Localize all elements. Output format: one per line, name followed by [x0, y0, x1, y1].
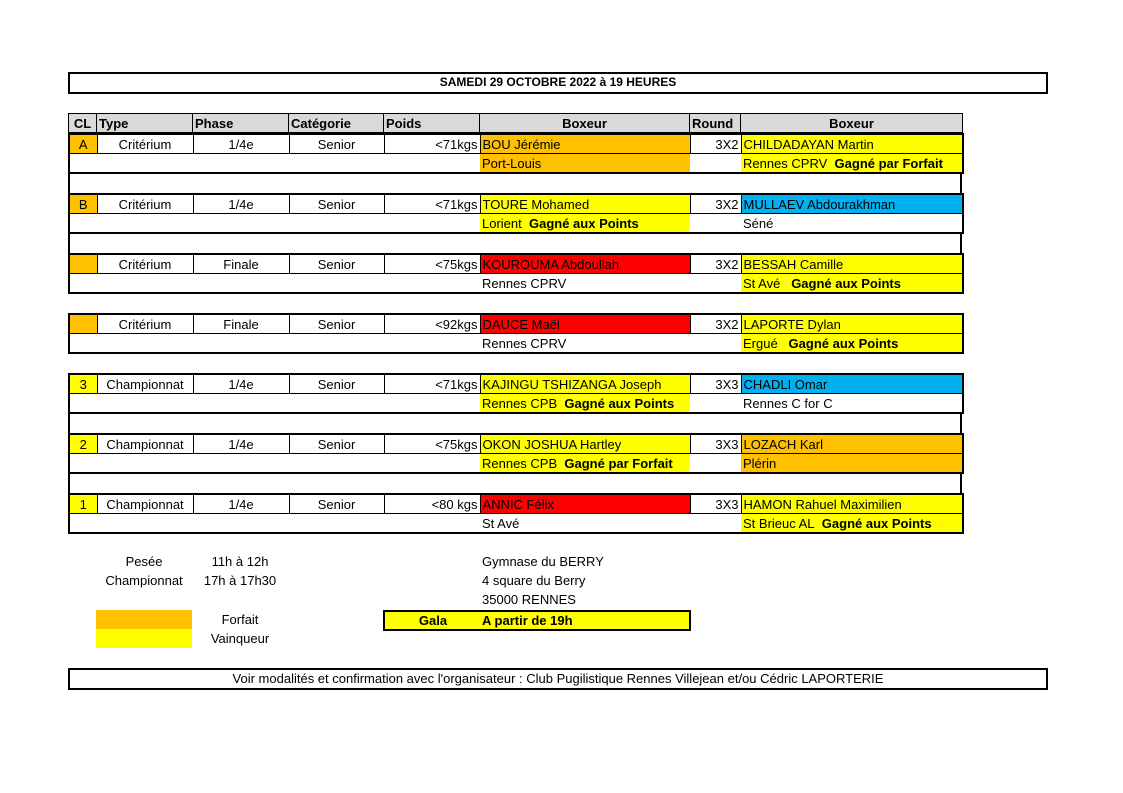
bout-categorie: Senior — [289, 494, 384, 514]
boxer-1-name: OKON JOSHUA Hartley — [480, 434, 690, 454]
organizer-note: Voir modalités et confirmation avec l'organisateur : Club Pugilistique Rennes Villejean et/ou Cédric LAPORTERIE — [68, 668, 1048, 690]
bout-type: Critérium — [97, 194, 193, 214]
bout-categorie: Senior — [289, 314, 384, 334]
bout-poids: <92kgs — [384, 314, 480, 334]
table-row — [69, 494, 963, 514]
bout-categorie: Senior — [289, 134, 384, 154]
table-row — [69, 214, 963, 234]
bout-type: Championnat — [97, 494, 193, 514]
boxer-1-name: TOURE Mohamed — [480, 194, 690, 214]
boxer-2-club: St Avé Gagné aux Points — [741, 274, 963, 294]
table-row — [69, 194, 963, 214]
bout-cl: B — [69, 194, 97, 214]
boxer-1-name: KAJINGU TSHIZANGA Joseph — [480, 374, 690, 394]
bout-block — [68, 313, 964, 354]
boxer-2-name: LOZACH Karl — [741, 434, 963, 454]
bout-round: 3X3 — [690, 434, 741, 454]
boxer-1-club: St Avé — [482, 515, 520, 531]
bout-categorie: Senior — [289, 374, 384, 394]
bout-poids: <71kgs — [384, 134, 480, 154]
boxer-2-name: BESSAH Camille — [741, 254, 963, 274]
bout-block — [68, 373, 964, 414]
boxer-2-club: Ergué Gagné aux Points — [741, 334, 963, 354]
header-phase: Phase — [193, 114, 289, 133]
table-row — [69, 434, 963, 454]
bout-phase: 1/4e — [193, 134, 289, 154]
bout-cl — [69, 254, 97, 274]
boxer-2-name: CHADLI Omar — [741, 374, 963, 394]
boxer-1-club: Rennes CPB Gagné par Forfait — [480, 454, 690, 474]
bout-type: Championnat — [97, 434, 193, 454]
legend-forfait-swatch — [96, 610, 192, 629]
bout-cl: 2 — [69, 434, 97, 454]
bout-cl: A — [69, 134, 97, 154]
spacer-row — [68, 233, 962, 253]
boxer-2-club: St Brieuc AL Gagné aux Points — [741, 514, 963, 534]
spacer-row — [68, 473, 962, 493]
spacer-row — [68, 173, 962, 193]
boxer-1-club: Lorient Gagné aux Points — [480, 214, 690, 234]
header-type: Type — [97, 114, 193, 133]
bout-cl: 1 — [69, 494, 97, 514]
bout-round: 3X2 — [690, 134, 741, 154]
bout-poids: <71kgs — [384, 194, 480, 214]
table-row — [69, 394, 963, 414]
table-row — [69, 334, 963, 354]
table-row — [69, 314, 963, 334]
header-poids: Poids — [384, 114, 480, 133]
championnat-time: 17h à 17h30 — [203, 573, 277, 588]
gala-time: A partir de 19h — [482, 613, 573, 628]
event-title: SAMEDI 29 OCTOBRE 2022 à 19 HEURES — [68, 72, 1048, 94]
bout-phase: 1/4e — [193, 434, 289, 454]
header-round: Round — [690, 114, 741, 133]
bout-block — [68, 193, 964, 234]
legend-vainqueur-swatch — [96, 629, 192, 648]
table-row — [69, 454, 963, 474]
header-boxeur-2: Boxeur — [741, 114, 963, 133]
pesee-time: 11h à 12h — [211, 554, 269, 569]
boxer-1-club: Rennes CPB Gagné aux Points — [480, 394, 690, 414]
legend-vainqueur-label: Vainqueur — [210, 631, 270, 646]
bout-phase: Finale — [193, 254, 289, 274]
boxer-2-name: LAPORTE Dylan — [741, 314, 963, 334]
bout-phase: Finale — [193, 314, 289, 334]
gala-box — [383, 610, 691, 631]
bout-poids: <80 kgs — [384, 494, 480, 514]
bout-round: 3X3 — [690, 374, 741, 394]
bout-poids: <75kgs — [384, 254, 480, 274]
boxer-2-club: Séné — [743, 215, 774, 231]
header-boxeur-1: Boxeur — [480, 114, 690, 133]
bout-categorie: Senior — [289, 194, 384, 214]
bout-round: 3X2 — [690, 194, 741, 214]
bout-round: 3X2 — [690, 254, 741, 274]
table-row — [69, 254, 963, 274]
bout-phase: 1/4e — [193, 494, 289, 514]
header-categorie: Catégorie — [289, 114, 384, 133]
boxer-2-club: Rennes CPRV Gagné par Forfait — [741, 154, 963, 174]
bout-type: Championnat — [97, 374, 193, 394]
boxer-1-club: Rennes CPRV — [482, 275, 567, 291]
boxer-1-name: BOU Jérémie — [480, 134, 690, 154]
table-row — [69, 514, 963, 534]
bout-block — [68, 493, 964, 534]
legend-forfait-label: Forfait — [221, 612, 259, 627]
header-cl: CL — [69, 114, 97, 133]
bout-categorie: Senior — [289, 254, 384, 274]
spacer-row — [68, 413, 962, 433]
boxer-2-name: HAMON Rahuel Maximilien — [741, 494, 963, 514]
boxer-1-name: ANNIC Félix — [480, 494, 690, 514]
bout-phase: 1/4e — [193, 194, 289, 214]
venue-line-1: Gymnase du BERRY — [482, 554, 604, 569]
gala-label: Gala — [418, 613, 448, 628]
bout-block — [68, 433, 964, 474]
boxer-1-name: DAUCE Maël — [480, 314, 690, 334]
bout-round: 3X2 — [690, 314, 741, 334]
boxer-2-club: Rennes C for C — [743, 395, 833, 411]
table-header — [68, 113, 963, 133]
bout-poids: <71kgs — [384, 374, 480, 394]
bout-poids: <75kgs — [384, 434, 480, 454]
venue-line-2: 4 square du Berry — [482, 573, 586, 588]
venue-line-3: 35000 RENNES — [482, 592, 576, 607]
table-row — [69, 374, 963, 394]
boxer-2-club: Plérin — [741, 454, 963, 474]
boxer-1-club: Rennes CPRV — [482, 335, 567, 351]
table-row — [69, 134, 963, 154]
bout-block — [68, 133, 964, 174]
bout-type: Critérium — [97, 314, 193, 334]
championnat-label: Championnat — [105, 573, 183, 588]
bout-cl — [69, 314, 97, 334]
boxer-1-name: KOUROUMA Abdoullah — [480, 254, 690, 274]
table-row — [69, 154, 963, 174]
bout-phase: 1/4e — [193, 374, 289, 394]
boxer-2-name: CHILDADAYAN Martin — [741, 134, 963, 154]
table-row — [69, 274, 963, 294]
pesee-label: Pesée — [125, 554, 163, 569]
bout-block — [68, 253, 964, 294]
bout-type: Critérium — [97, 134, 193, 154]
bout-cl: 3 — [69, 374, 97, 394]
bout-type: Critérium — [97, 254, 193, 274]
bout-categorie: Senior — [289, 434, 384, 454]
bout-round: 3X3 — [690, 494, 741, 514]
boxer-1-club: Port-Louis — [480, 154, 690, 174]
boxer-2-name: MULLAEV Abdourakhman — [741, 194, 963, 214]
